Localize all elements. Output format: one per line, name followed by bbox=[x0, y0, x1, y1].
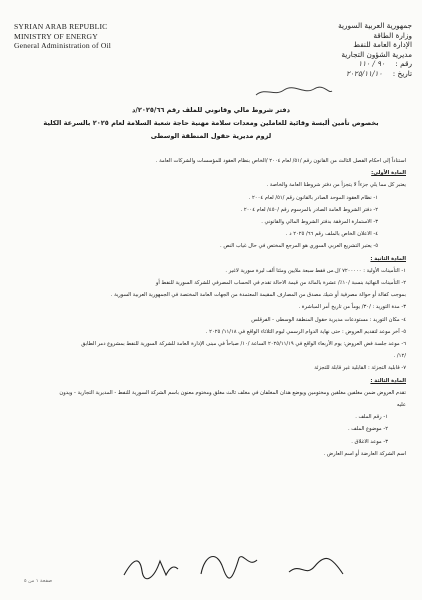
article-heading: المادة الثالثة : bbox=[370, 377, 406, 384]
body-line: ٤- الاعلان الخاص بالملف رقم ٦٦/ ٢٠٢٥ د . bbox=[285, 231, 378, 238]
body-line: ٣- مدة التوريد : /٣٠/ يوماً من تاريخ أمر المباشرة . bbox=[298, 304, 406, 311]
title-line-1: دفتر شروط مالي وقانوني للملف رقم ٢٠٢٥/٦٦/د bbox=[132, 106, 290, 114]
header-arabic bbox=[262, 21, 412, 79]
body-line: ٥- يعتبر التشريع العربي السوري هو المرجع المختص في حال غياب النص . bbox=[220, 243, 378, 250]
header-ar-line-3: الإدارة العامة للنفط bbox=[353, 40, 412, 50]
title-line-3: لزوم مديرية حقول المنطقة الوسطى bbox=[150, 132, 272, 140]
body-line: /١٢/ . bbox=[393, 353, 406, 360]
body-line: ٢- دفتر الشروط العامة الصادر بالمرسوم رقم /٤٥٠/ لعام ٢٠٠٤ . bbox=[240, 206, 378, 213]
reference-number-label: رقم : bbox=[395, 59, 412, 69]
document-title bbox=[20, 104, 402, 143]
document-body bbox=[14, 155, 406, 460]
body-line: ٦- موعد جلسة فض العروض: يوم الأربعاء الواقع في ٢٠٢٥/١١/١٩ الساعة /١٠/ صباحاً في مبنى الإدارة العامة للشركة السورية للنفط بمشروع دمر الطابق bbox=[81, 341, 406, 348]
header-ar-line-2: وزارة الطاقة bbox=[373, 30, 412, 40]
header-english bbox=[14, 22, 194, 51]
body-line: ٢- موضوع الملف . bbox=[347, 426, 388, 433]
reference-date-label: تاريخ : bbox=[392, 68, 412, 78]
body-line: عليه bbox=[396, 402, 406, 409]
body-line: استناداً إلى احكام الفصل الثالث من القانون رقم /٥١/ لعام ٢٠٠٤ /الخاص بنظام العقود للمؤسسات والشركات العامة . bbox=[155, 158, 406, 164]
body-line: ٣- الاستمارة المرفقة بدفتر الشروط المالي والقانوني . bbox=[261, 219, 378, 226]
header-en-line-1: SYRIAN ARAB REPUBLIC bbox=[14, 22, 108, 31]
body-line: يعتبر كل مما يلي جزءاً لا يتجزأ من دفتر شروطنا العامة والخاصة . bbox=[266, 182, 406, 189]
body-line: ٧- قابلية التجزئة : القابلية غير قابلة للتجزئة bbox=[314, 365, 406, 372]
signature-icon-3 bbox=[285, 552, 347, 582]
header-en-line-2: MINISTRY OF ENERGY bbox=[14, 31, 98, 41]
title-line-2: بخصوص تأمين ألبسة وقائية للعاملين ومعدات سلامة مهنية حاجة شعبة السلامة لعام ٢٠٢٥ بالسرعة الكلية bbox=[43, 119, 379, 127]
body-line: بموجب كفالة أو حوالة مصرفية أو شيك مصدق من المصارف المقيمة المعتمدة من الجهات العامة المختصة في الجمهورية العربية السورية . bbox=[110, 292, 406, 299]
page-footer: صفحة ١ من ٥ bbox=[24, 579, 53, 584]
reference-number-value: ٩٠ / ١١٠ bbox=[358, 59, 386, 69]
body-line: تقدم العروض ضمن مغلفين مغلقين ومختومين ويوضع هذان المغلفان في مغلف ثالث مغلق ومختوم معنون باسم الشركة السورية للنفط - المديرية التجارية - ويدون bbox=[59, 389, 406, 396]
header-ar-line-1: جمهورية العربية السورية bbox=[338, 21, 412, 30]
body-line: ١- رقم الملف . bbox=[355, 414, 388, 421]
signature-icon-2 bbox=[195, 548, 261, 580]
body-line: ٤- مكان التوريد : مستودعات مديرية حقول المنطقة الوسطى - الفرقلس bbox=[251, 316, 406, 323]
body-line: ١- نظام العقود الموحد الصادر بالقانون رقم /٥١/ لعام ٢٠٠٤ . bbox=[248, 194, 378, 201]
body-line: ٣- موعد الاغلاق . bbox=[351, 438, 388, 445]
body-line: ٢- التأمينات النهائية بنسبة /١٠٪/ عشرة بالمائة من قيمة الاحالة تقدم في الحساب المصرفي للشركة السورية للنفط أو bbox=[155, 280, 406, 287]
reference-date-value: ٢٠٢٥/١١/١٠ bbox=[346, 68, 383, 78]
reference-number bbox=[262, 59, 412, 69]
article-heading: المادة الأولى: bbox=[371, 170, 406, 177]
reference-date bbox=[262, 69, 412, 79]
body-line: ٥- آخر موعد لتقديم العروض : حتى نهاية الدوام الرسمي ليوم الثلاثاء الواقع في ١١/١٨/ ٢٠٢٥ . bbox=[205, 328, 406, 335]
article-heading: المادة الثانية : bbox=[370, 255, 406, 262]
body-line: ١- التأمينات الأولية : ٧٢٠٠٠٠٠ /ل.س فقط سبعة ملايين ومئتا ألف ليرة سورية لاغير . bbox=[225, 267, 406, 274]
signature-icon bbox=[120, 553, 180, 581]
body-line: اسم الشركة العارضة أو اسم العارض . bbox=[323, 450, 406, 457]
header-ar-line-4: مديرية الشؤون التجارية bbox=[341, 49, 412, 59]
date-scribble-icon bbox=[254, 85, 334, 99]
header-en-line-3: General Administration of Oil bbox=[14, 41, 112, 50]
